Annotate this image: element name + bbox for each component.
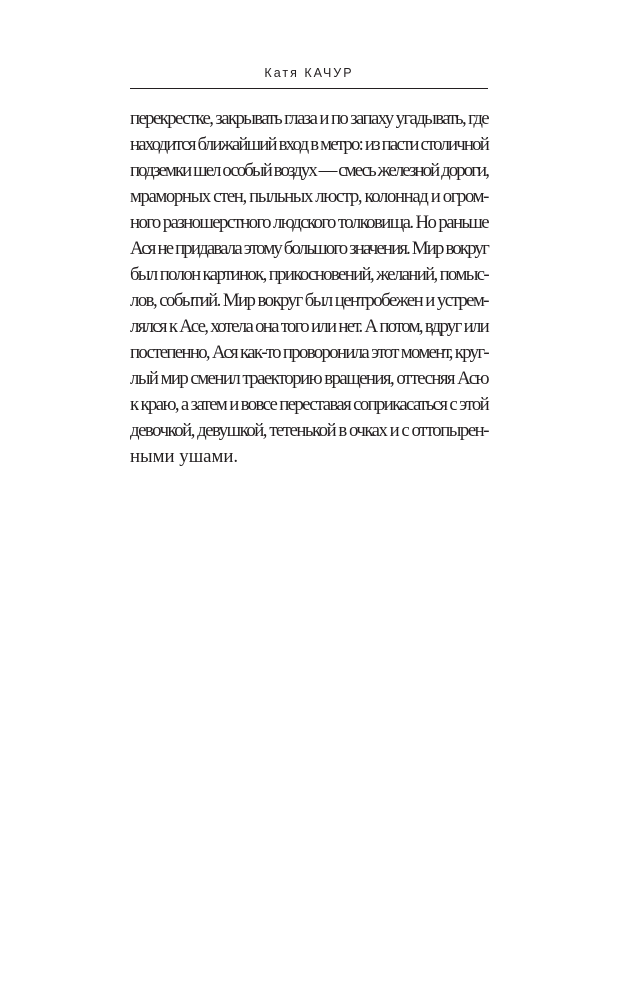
text-line: девочкой, девушкой, тетенькой в очках и с оттопырен- [130, 420, 488, 441]
text-line: постепенно, Ася как-то проворонила этот момент, круг- [130, 342, 488, 363]
text-line: ного разношерстного людского толковища. Но раньше [130, 212, 488, 233]
running-head-author: Катя КАЧУР [264, 66, 354, 80]
header-rule [130, 88, 488, 89]
text-line: Ася не придавала этому большого значения. Мир вокруг [130, 238, 488, 259]
text-line: лялся к Асе, хотела она того или нет. А потом, вдруг или [130, 316, 488, 337]
text-line: мраморных стен, пыльных люстр, колоннад и огром- [130, 186, 488, 207]
body-text [130, 106, 488, 470]
text-line: лов, событий. Мир вокруг был центробежен и устрем- [130, 290, 488, 311]
text-line: был полон картинок, прикосновений, желаний, помыс- [130, 264, 488, 285]
text-line: к краю, а затем и вовсе переставая соприкасаться с этой [130, 394, 488, 415]
text-line: подземки шел особый воздух — смесь железной дороги, [130, 160, 488, 181]
text-line: перекрестке, закрывать глаза и по запаху угадывать, где [130, 108, 488, 129]
text-line-last: ными ушами. [130, 446, 239, 467]
text-line: находится ближайший вход в метро: из пасти столичной [130, 134, 488, 155]
text-line: лый мир сменил траекторию вращения, оттесняя Асю [130, 368, 488, 389]
